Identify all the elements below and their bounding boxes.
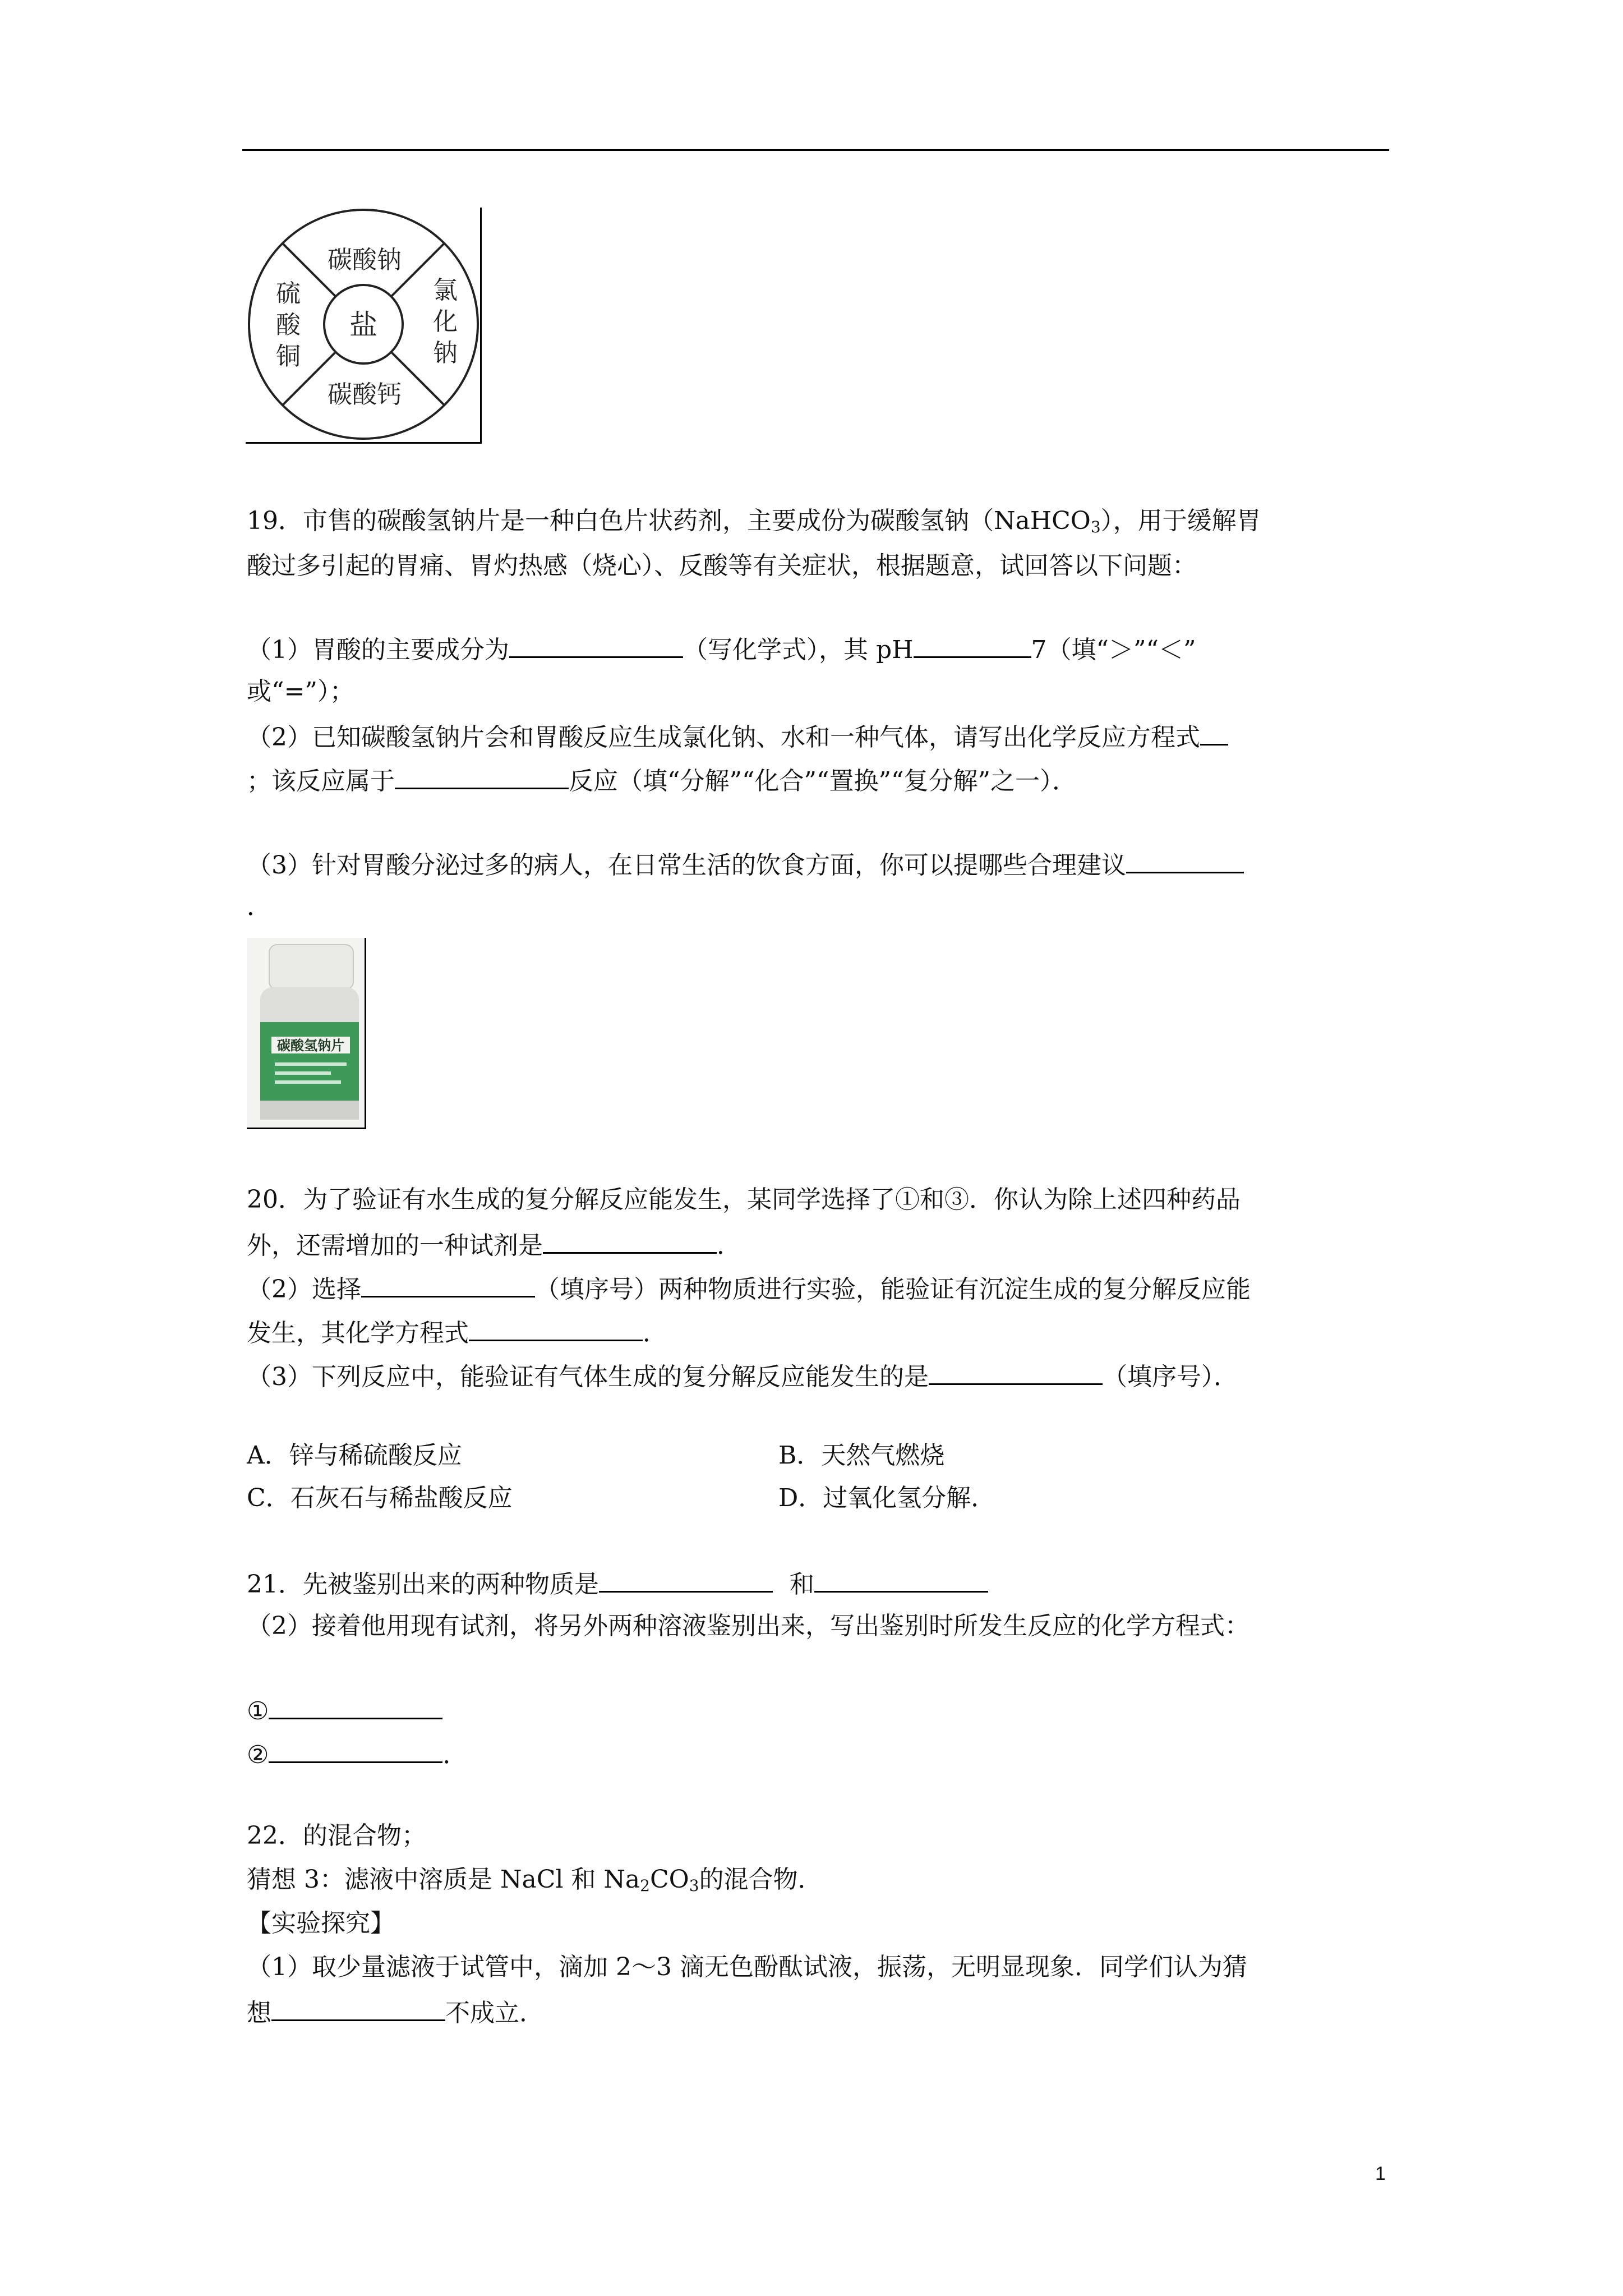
q20-line2-text: 外，还需增加的一种试剂是 <box>247 1231 543 1260</box>
q21-item-2-end: ． <box>442 1741 468 1769</box>
q20-line1: 20．为了验证有水生成的复分解反应能发生，某同学选择了①和③．你认为除上述四种药品 <box>247 1185 1241 1214</box>
q22-line5-end: 不成立． <box>445 1999 544 2027</box>
q19-part3-cont: ． <box>247 892 271 921</box>
q20-blank-choice[interactable] <box>929 1359 1103 1385</box>
q22-line5-text: 想 <box>247 1999 271 2027</box>
q19-line1 <box>247 505 1261 544</box>
q20-part2 <box>247 1271 1251 1306</box>
q22-line1: 22．的混合物； <box>247 1821 426 1850</box>
salt-wheel-svg <box>246 208 480 442</box>
q19-line1-text-end: ），用于缓解胃 <box>1100 507 1261 535</box>
q19-part1-text-3: 7（填“＞”“＜” <box>1031 636 1196 664</box>
q19-blank-ph[interactable] <box>914 632 1031 658</box>
q21-item-1-marker: ① <box>247 1697 269 1726</box>
q21-blank-equation-2[interactable] <box>269 1737 442 1763</box>
q20-option-a[interactable]: A．锌与稀硫酸反应 <box>247 1441 462 1470</box>
q21-part2: （2）接着他用现有试剂，将另外两种溶液鉴别出来，写出鉴别时所发生反应的化学方程式： <box>247 1612 1249 1640</box>
q22-line4: （1）取少量滤液于试管中，滴加 2～3 滴无色酚酞试液，振荡，无明显现象．同学们认为猜 <box>247 1953 1247 1981</box>
q21-blank-substance-2[interactable] <box>814 1566 988 1593</box>
q19-part1-text: （1）胃酸的主要成分为 <box>247 636 509 664</box>
wheel-center-label: 盐 <box>349 309 377 341</box>
q20-blank-pair[interactable] <box>361 1271 535 1297</box>
q20-part2-text-2: （填序号）两种物质进行实验，能验证有沉淀生成的复分解反应能 <box>535 1275 1251 1304</box>
salt-wheel-figure <box>246 208 482 444</box>
wheel-right-label-2: 化 <box>433 307 458 336</box>
q22-line5 <box>247 1995 544 2030</box>
q19-line1-sub: 3 <box>1090 518 1101 536</box>
q22-line2 <box>247 1864 823 1902</box>
q19-part2 <box>247 719 1228 754</box>
q19-line2: 酸过多引起的胃痛、胃灼热感（烧心）、反酸等有关症状，根据题意，试回答以下问题： <box>247 551 1197 580</box>
wheel-top-label: 碳酸钠 <box>328 246 402 274</box>
q19-part3 <box>247 847 1244 882</box>
wheel-left-label-3: 铜 <box>276 342 301 371</box>
page-number: 1 <box>1375 2163 1386 2184</box>
q20-part2-text-3: 发生，其化学方程式 <box>247 1319 469 1347</box>
q19-blank-suggestion[interactable] <box>1126 847 1244 873</box>
q20-line2 <box>247 1227 741 1262</box>
q22-line2-sub1: 2 <box>640 1876 650 1895</box>
header-rule <box>242 149 1389 151</box>
q19-part2-text-3: 反应（填“分解”“化合”“置换”“复分解”之一）． <box>569 767 1077 795</box>
q22-line2-co: CO <box>649 1865 689 1894</box>
bottle-svg <box>247 938 365 1128</box>
q19-part1-text-2: （写化学式），其 pH <box>683 636 914 664</box>
q19-blank-main-component[interactable] <box>509 632 683 658</box>
q20-option-c[interactable]: C．石灰石与稀盐酸反应 <box>247 1484 513 1512</box>
q20-part3-end: （填序号）． <box>1103 1363 1238 1391</box>
wheel-bottom-label: 碳酸钙 <box>328 380 402 409</box>
q21-line1-text: 21．先被鉴别出来的两种物质是 <box>247 1570 599 1599</box>
q21-blank-substance-1[interactable] <box>599 1566 773 1593</box>
q22-section-heading: 【实验探究】 <box>247 1909 395 1938</box>
q21-item-2 <box>247 1737 467 1772</box>
q19-part1-cont: 或“=”）； <box>247 677 354 706</box>
q19-line1-text: 19．市售的碳酸氢钠片是一种白色片状药剂，主要成份为碳酸氢钠（NaHCO <box>247 507 1091 535</box>
q20-part2-end: ． <box>643 1319 667 1347</box>
q21-item-2-marker: ② <box>247 1741 269 1769</box>
q19-blank-equation[interactable] <box>1200 719 1228 746</box>
q20-blank-reagent[interactable] <box>543 1227 717 1254</box>
q20-option-b[interactable]: B．天然气燃烧 <box>778 1441 945 1470</box>
q22-line2-sub2: 3 <box>689 1876 699 1895</box>
q19-part1 <box>247 632 1196 666</box>
q19-part2-cont <box>247 763 1077 798</box>
wheel-left-label-1: 硫 <box>276 279 301 308</box>
q19-part2-text: （2）已知碳酸氢钠片会和胃酸反应生成氯化钠、水和一种气体，请写出化学反应方程式 <box>247 723 1200 752</box>
q21-blank-equation-1[interactable] <box>269 1693 442 1719</box>
q21-item-1 <box>247 1693 442 1728</box>
wheel-right-label-3: 钠 <box>433 339 458 367</box>
q19-part3-text: （3）针对胃酸分泌过多的病人，在日常生活的饮食方面，你可以提哪些合理建议 <box>247 851 1126 880</box>
bottle-label-text: 碳酸氢钠片 <box>277 1038 344 1053</box>
q21-line1-and: 和 <box>790 1570 814 1599</box>
q21-line1 <box>247 1566 988 1601</box>
wheel-right-label-1: 氯 <box>433 276 458 305</box>
q20-part2-text: （2）选择 <box>247 1275 361 1304</box>
q20-option-d[interactable]: D．过氧化氢分解． <box>778 1484 996 1512</box>
q20-line2-end: ． <box>717 1231 741 1260</box>
q22-blank-hypothesis[interactable] <box>271 1995 445 2021</box>
q22-line2-text: 猜想 3：滤液中溶质是 NaCl 和 Na <box>247 1865 640 1894</box>
bottle-photo <box>247 938 366 1129</box>
q19-part2-text-2: ；该反应属于 <box>247 767 395 795</box>
q20-part3 <box>247 1359 1238 1393</box>
q20-part2-cont <box>247 1315 667 1350</box>
q20-part3-text: （3）下列反应中，能验证有气体生成的复分解反应能发生的是 <box>247 1363 929 1391</box>
wheel-left-label-2: 酸 <box>276 311 301 339</box>
q22-line2-end: 的混合物． <box>699 1865 823 1894</box>
q19-blank-reaction-type[interactable] <box>395 763 569 789</box>
q20-blank-equation[interactable] <box>469 1315 643 1341</box>
